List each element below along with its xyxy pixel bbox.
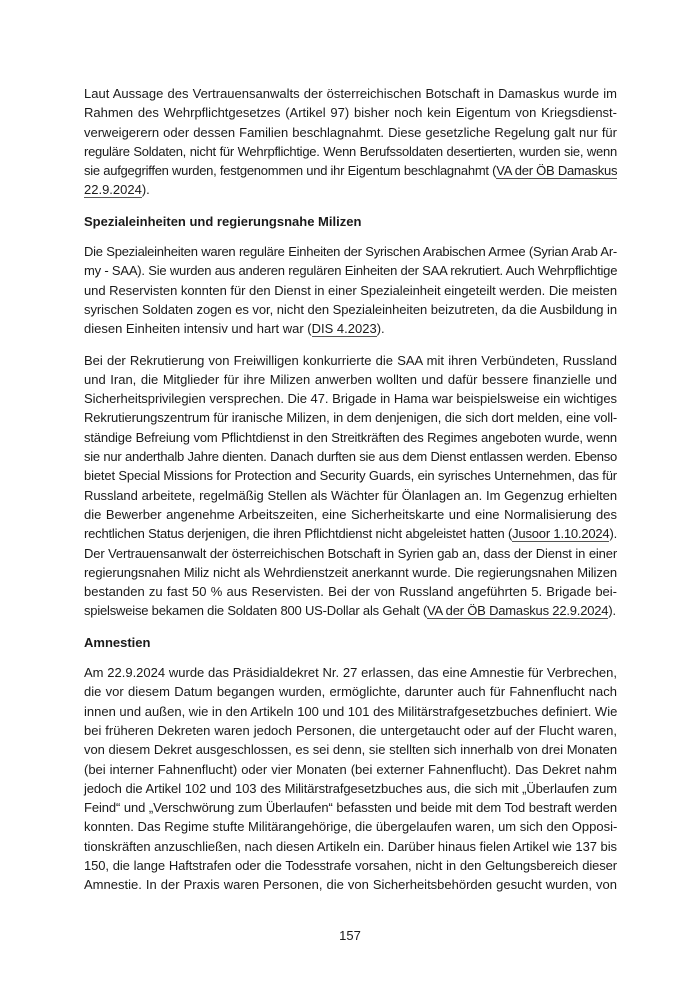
text-line: tionskräften anzuschließen, nach diesen Artikeln ein. Darüber hinaus fielen Artikel wie 137 bis [84,838,617,854]
text-line: Die Spezialeinheiten waren reguläre Einheiten der Syrischen Arabischen Armee (Syrian Arab Ar- [84,244,617,260]
text-line: und Reservisten konnten für den Dienst in einer Spezialeinheit eingeteilt werden. Die meisten [84,282,617,298]
text-line: Rahmen des Wehrpflichtgesetzes (Artikel 97) bisher noch kein Eigentum von Kriegsdienst- [84,105,617,121]
text-line: die vor diesem Datum begangen wurden, ermöglichte, darunter auch für Fahnenflucht nach [84,684,617,700]
text-line: syrischen Soldaten zogen es vor, nicht den Spezialeinheiten beizutreten, da die Ausbildung in [84,301,618,317]
section-heading: Spezialeinheiten und regierungsnahe Milizen [84,213,362,229]
text-line: Russland arbeitete, regelmäßig Stellen als Wächter für Ölanlagen an. Im Gegenzug erhielten [84,487,617,503]
text-line: diesen Einheiten intensiv und hart war (DIS 4.2023). [84,321,385,337]
text-line: bei früheren Dekreten waren jedoch Personen, die untergetaucht oder auf der Flucht waren, [84,722,617,738]
source-citation-link[interactable]: 22.9.2024 [84,182,142,198]
text-line: und Iran, die Mitglieder für ihre Milizen anwerben wollten und dafür bessere finanzielle und [84,371,617,387]
text-line: konnten. Das Regime stufte Militärangehörige, die übergelaufen waren, um sich den Opposi- [84,819,618,835]
text-line: Sicherheitsprivilegien versprechen. Die 47. Brigade in Hama war beispielsweise ein wichtiges [84,391,617,407]
text-line: spielsweise bekamen die Soldaten 800 US-Dollar als Gehalt (VA der ÖB Damaskus 22.9.2024). [84,603,616,619]
text-line: 150, die lange Haftstrafen oder die Todesstrafe vorsahen, nicht in den Geltungsbereich dieser [84,857,617,873]
source-citation-link[interactable]: VA der ÖB Damaskus [496,163,618,179]
page-number: 157 [339,928,361,943]
text-line: von diesem Dekret ausgeschlossen, es sei denn, sie stellten sich innerhalb von drei Monaten [84,742,617,758]
text-line: sie nur anderthalb Jahre dienten. Danach durften sie aus dem Dienst entlassen werden. Ebenso [84,449,617,465]
text-line: my - SAA). Sie wurden aus anderen regulären Einheiten der SAA rekrutiert. Auch Wehrpflichtige [84,263,618,279]
text-line: Feind“ und „Verschwörung zum Überlaufen“ befassten und beide mit dem Tod bestraft werden [84,800,617,816]
text-line: Der Vertrauensanwalt der österreichischen Botschaft in Syrien gab an, dass der Dienst in einer [84,545,617,561]
paragraph [84,242,617,338]
source-citation-link[interactable]: DIS 4.2023 [311,321,377,337]
text-line: sie aufgegriffen wurden, festgenommen und ihr Eigentum beschlagnahmt (VA der ÖB Damaskus [84,163,618,179]
text-line: verweigerern oder dessen Familien beschlagnahmt. Diese gesetzliche Regelung galt nur für [84,124,617,140]
text-line: jedoch die Artikel 102 und 103 des Militärstrafgesetzbuches aus, die sich mit „Überlaufen zum [84,780,617,796]
text-line: die Bewerber angenehme Arbeitszeiten, eine Sicherheitskarte und eine Normalisierung des [84,506,617,522]
paragraph [84,84,617,200]
text-line: innen und außen, wie in den Artikeln 100 und 101 des Militärstrafgesetzbuches definiert. Wie [84,703,618,719]
section-heading: Amnestien [84,634,151,650]
text-line: bestanden zu fast 50 % aus Reservisten. Bei der von Russland angeführten 5. Brigade bei- [84,584,617,600]
text-line: Amnestie. In der Praxis waren Personen, die von Sicherheitsbehörden gesucht wurden, von [84,877,617,893]
text-line: regierungsnahen Miliz nicht als Wehrdienstzeit anerkannt wurde. Die regierungsnahen Milizen [84,564,617,580]
text-line: Am 22.9.2024 wurde das Präsidialdekret Nr. 27 erlassen, das eine Amnestie für Verbrechen, [84,665,617,681]
text-line: ständige Befreiung vom Pflichtdienst in den Streitkräften des Regimes angeboten wurde, wenn [84,429,617,445]
text-line: rechtlichen Status derjenigen, die ihren Pflichtdienst nicht abgeleistet hatten (Jusoor 1.10.2024). [84,526,618,542]
source-citation-link[interactable]: Jusoor 1.10.2024 [512,526,610,542]
paragraph [84,351,617,621]
text-line: bietet Special Missions for Protection and Security Guards, ein syrisches Unternehmen, das für [84,468,617,484]
text-line: 22.9.2024). [84,182,150,198]
text-line: Laut Aussage des Vertrauensanwalts der österreichischen Botschaft in Damaskus wurde im [84,86,617,101]
source-citation-link[interactable]: VA der ÖB Damaskus 22.9.2024 [427,603,609,619]
text-line: (bei interner Fahnenflucht) oder vier Monaten (bei externer Fahnenflucht). Das Dekret nahm [84,761,617,777]
document-body [84,84,617,907]
text-line: Bei der Rekrutierung von Freiwilligen konkurrierte die SAA mit ihren Verbündeten, Russland [84,352,617,368]
text-line: reguläre Soldaten, nicht für Wehrpflichtige. Wenn Berufssoldaten desertierten, wurden sie, wenn [84,143,617,159]
text-line: Rekrutierungszentrum für iranische Milizen, in dem denjenigen, die sich dort melden, eine voll- [84,410,618,426]
paragraph [84,663,617,895]
